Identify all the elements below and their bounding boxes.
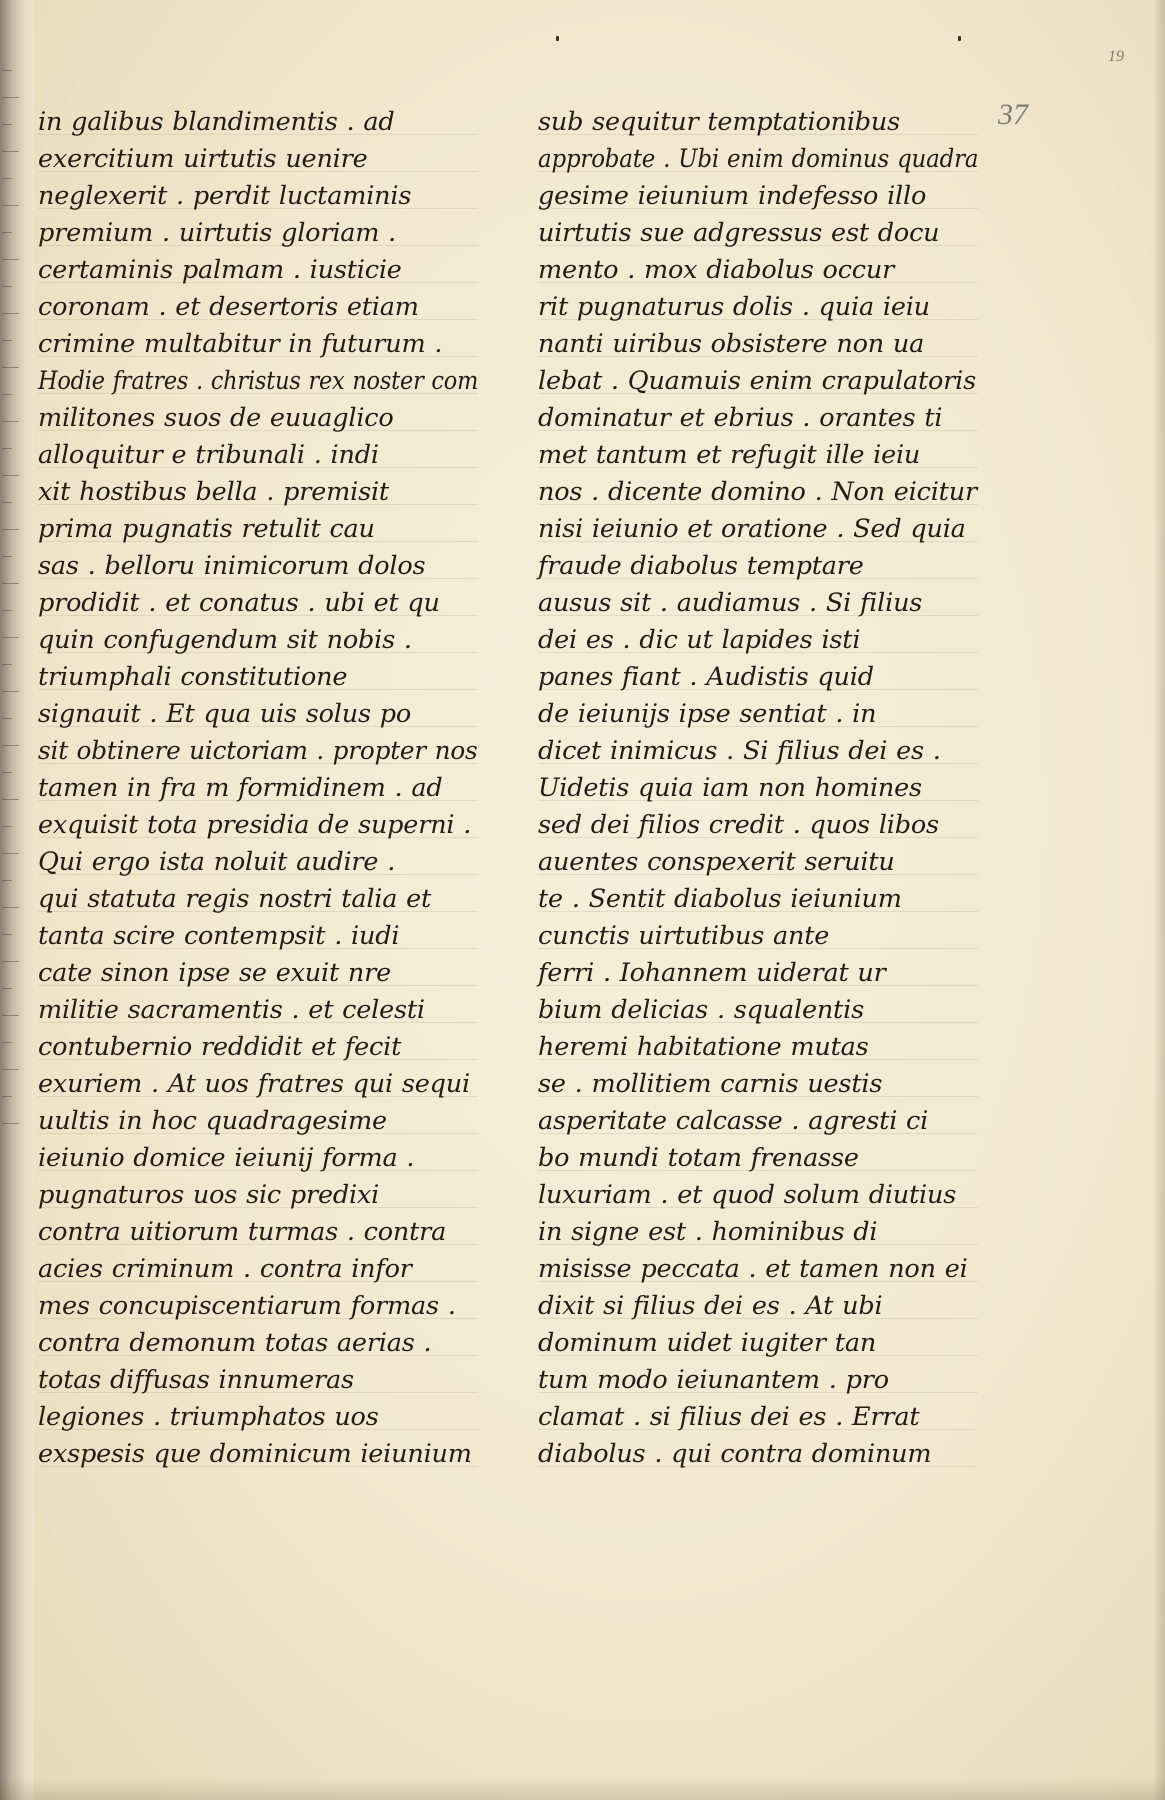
adjacent-text-trace xyxy=(2,799,19,800)
text-line: sed dei filios credit . quos libos xyxy=(538,810,939,840)
folio-number: 37 xyxy=(998,98,1028,131)
text-line: dei es . dic ut lapides isti xyxy=(538,625,861,655)
text-line: legiones . triumphatos uos xyxy=(38,1402,379,1432)
adjacent-text-trace xyxy=(2,124,12,125)
adjacent-text-trace xyxy=(2,1015,19,1016)
adjacent-text-trace xyxy=(2,1042,12,1043)
text-line: neglexerit . perdit luctaminis xyxy=(38,181,412,211)
adjacent-text-trace xyxy=(2,367,19,368)
adjacent-text-trace xyxy=(2,907,19,908)
adjacent-text-trace xyxy=(2,610,12,611)
text-line: crimine multabitur in futurum . xyxy=(38,329,443,359)
text-line: qui statuta regis nostri talia et xyxy=(38,884,432,914)
adjacent-text-trace xyxy=(2,745,19,746)
text-line: Hodie fratres . christus rex noster com xyxy=(38,366,479,396)
text-line: dixit si filius dei es . At ubi xyxy=(538,1291,883,1321)
adjacent-text-trace xyxy=(2,934,12,935)
adjacent-text-trace xyxy=(2,826,12,827)
adjacent-text-trace xyxy=(2,772,12,773)
adjacent-text-trace xyxy=(2,286,12,287)
adjacent-text-trace xyxy=(2,664,12,665)
adjacent-text-trace xyxy=(2,340,12,341)
text-line: acies criminum . contra infor xyxy=(38,1254,412,1284)
text-line: heremi habitatione mutas xyxy=(538,1032,869,1062)
text-line: luxuriam . et quod solum diutius xyxy=(538,1180,957,1210)
text-line: prima pugnatis retulit cau xyxy=(38,514,375,544)
text-line: se . mollitiem carnis uestis xyxy=(538,1069,883,1099)
text-line: dicet inimicus . Si filius dei es . xyxy=(538,736,941,766)
adjacent-text-trace xyxy=(2,151,19,152)
adjacent-text-trace xyxy=(2,556,12,557)
adjacent-text-trace xyxy=(2,475,19,476)
text-line: mes concupiscentiarum formas . xyxy=(38,1291,456,1321)
text-line: tamen in fra m formidinem . ad xyxy=(38,773,443,803)
adjacent-text-trace xyxy=(2,1123,19,1124)
text-line: quin confugendum sit nobis . xyxy=(38,625,412,655)
pricking-mark xyxy=(958,36,961,41)
text-line: auentes conspexerit seruitu xyxy=(538,847,895,877)
text-line: cate sinon ipse se exuit nre xyxy=(38,958,392,988)
pricking-mark xyxy=(556,36,559,41)
text-line: exuriem . At uos fratres qui sequi xyxy=(38,1069,470,1099)
text-line: nanti uiribus obsistere non ua xyxy=(538,329,925,359)
adjacent-text-trace xyxy=(2,853,19,854)
text-line: exspesis que dominicum ieiunium xyxy=(38,1439,472,1469)
text-line: dominum uidet iugiter tan xyxy=(538,1328,877,1358)
text-line: pugnaturos uos sic predixi xyxy=(38,1180,380,1210)
adjacent-text-trace xyxy=(2,1069,19,1070)
text-line: Uidetis quia iam non homines xyxy=(538,773,922,803)
text-line: cunctis uirtutibus ante xyxy=(538,921,830,951)
adjacent-text-trace xyxy=(2,691,19,692)
text-line: ausus sit . audiamus . Si filius xyxy=(538,588,923,618)
text-line: totas diffusas innumeras xyxy=(38,1365,354,1395)
adjacent-text-trace xyxy=(2,421,19,422)
text-line: certaminis palmam . iusticie xyxy=(38,255,402,285)
text-line: sas . belloru inimicorum dolos xyxy=(38,551,426,581)
text-line: signauit . Et qua uis solus po xyxy=(38,699,412,729)
adjacent-folio-edge xyxy=(0,0,34,1800)
text-line: sit obtinere uictoriam . propter nos xyxy=(38,736,478,766)
text-line: triumphali constitutione xyxy=(38,662,348,692)
adjacent-text-trace xyxy=(2,502,12,503)
text-line: coronam . et desertoris etiam xyxy=(38,292,419,322)
text-line: met tantum et refugit ille ieiu xyxy=(538,440,921,470)
text-line: uirtutis sue adgressus est docu xyxy=(538,218,940,248)
text-line: ferri . Iohannem uiderat ur xyxy=(538,958,886,988)
text-line: rit pugnaturus dolis . quia ieiu xyxy=(538,292,930,322)
text-line: contra uitiorum turmas . contra xyxy=(38,1217,447,1247)
text-line: clamat . si filius dei es . Errat xyxy=(538,1402,920,1432)
text-line: uultis in hoc quadragesime xyxy=(38,1106,387,1136)
text-column-right xyxy=(538,104,978,1473)
adjacent-text-trace xyxy=(2,232,12,233)
text-line: bium delicias . squalentis xyxy=(538,995,864,1025)
adjacent-text-trace xyxy=(2,97,19,98)
adjacent-text-trace xyxy=(2,637,19,638)
text-line: misisse peccata . et tamen non ei xyxy=(538,1254,968,1284)
text-line: ieiunio domice ieiunij forma . xyxy=(38,1143,415,1173)
text-line: mento . mox diabolus occur xyxy=(538,255,895,285)
text-line: asperitate calcasse . agresti ci xyxy=(538,1106,929,1136)
text-line: bo mundi totam frenasse xyxy=(538,1143,859,1173)
adjacent-text-trace xyxy=(2,394,12,395)
text-line: Qui ergo ista noluit audire . xyxy=(38,847,396,877)
adjacent-text-trace xyxy=(2,961,19,962)
text-line: te . Sentit diabolus ieiunium xyxy=(538,884,902,914)
text-line: exercitium uirtutis uenire xyxy=(38,144,368,174)
text-line: nisi ieiunio et oratione . Sed quia xyxy=(538,514,966,544)
text-line: exquisit tota presidia de superni . xyxy=(38,810,472,840)
folio-number-small: 19 xyxy=(1108,48,1124,65)
text-line: panes fiant . Audistis quid xyxy=(538,662,874,692)
adjacent-text-trace xyxy=(2,178,12,179)
text-line: xit hostibus bella . premisit xyxy=(38,477,389,507)
adjacent-text-trace xyxy=(2,583,19,584)
text-line: gesime ieiunium indefesso illo xyxy=(538,181,927,211)
text-line: de ieiunijs ipse sentiat . in xyxy=(538,699,877,729)
text-line: contubernio reddidit et fecit xyxy=(38,1032,402,1062)
text-line: dominatur et ebrius . orantes ti xyxy=(538,403,943,433)
adjacent-text-trace xyxy=(2,448,12,449)
text-line: tanta scire contempsit . iudi xyxy=(38,921,400,951)
adjacent-text-trace xyxy=(2,1096,12,1097)
adjacent-text-trace xyxy=(2,718,12,719)
text-line: alloquitur e tribunali . indi xyxy=(38,440,379,470)
text-line: fraude diabolus temptare xyxy=(538,551,864,581)
text-line: tum modo ieiunantem . pro xyxy=(538,1365,889,1395)
adjacent-text-trace xyxy=(2,259,19,260)
text-line: contra demonum totas aerias . xyxy=(38,1328,432,1358)
text-line: in signe est . hominibus di xyxy=(538,1217,878,1247)
text-line: prodidit . et conatus . ubi et qu xyxy=(38,588,440,618)
text-line: premium . uirtutis gloriam . xyxy=(38,218,397,248)
adjacent-text-trace xyxy=(2,529,19,530)
text-line: in galibus blandimentis . ad xyxy=(38,107,395,137)
adjacent-text-trace xyxy=(2,313,19,314)
adjacent-text-trace xyxy=(2,205,19,206)
text-column-left xyxy=(38,104,478,1473)
page-edge-shadow xyxy=(1153,0,1165,1800)
text-line: approbate . Ubi enim dominus quadra xyxy=(538,144,979,174)
text-line: militones suos de euuaglico xyxy=(38,403,394,433)
adjacent-text-trace xyxy=(2,880,12,881)
adjacent-text-trace xyxy=(2,70,12,71)
adjacent-text-trace xyxy=(2,988,12,989)
text-line: diabolus . qui contra dominum xyxy=(538,1439,932,1469)
text-line: sub sequitur temptationibus xyxy=(538,107,901,137)
page-bottom-shadow xyxy=(0,1778,1165,1800)
text-line: lebat . Quamuis enim crapulatoris xyxy=(538,366,976,396)
text-line: nos . dicente domino . Non eicitur xyxy=(538,477,977,507)
text-line: militie sacramentis . et celesti xyxy=(38,995,425,1025)
